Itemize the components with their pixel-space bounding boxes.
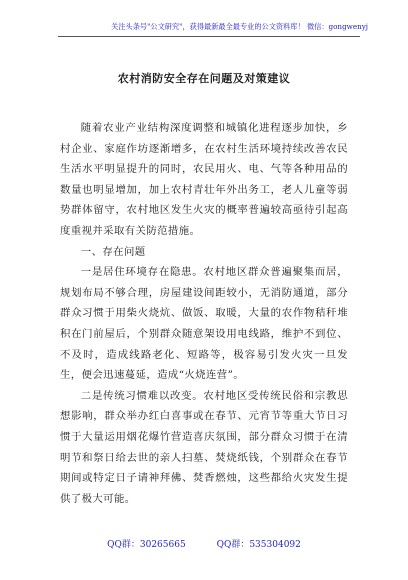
paragraph-intro: 随着农业产业结构深度调整和城镇化进程逐步加快，乡村企业、家庭作坊逐渐增多，在农村生活环境持续改善农民生活水平明显提升的同时，农民用火、电、气等各种用品的数量也明显增加，加上农村青壮年外出务工，老人儿童等弱势群体留守，农村地区发生火灾的概率普遍较高亟待引起高度重视并采取有关防范措施。 [60, 122, 348, 237]
document-title: 农村消防安全存在问题及对策建议 [117, 72, 291, 85]
header-note: 关注头条号"公文研究"，获得最新最全最专业的公文资料库！ 微信：gongwenyj [111, 22, 368, 31]
section-heading: 一、存在问题 [80, 245, 146, 258]
document-body [60, 118, 348, 509]
footer-qq-group-2: QQ群：535304092 [216, 540, 301, 550]
paragraph-traditional-habits: 二是传统习惯难以改变。农村地区受传统民俗和宗教思想影响，群众举办红白喜事或在春节、元宵节等重大节日习惯于大量运用烟花爆竹营造喜庆氛围，部分群众习惯于在清明节和祭日给去世的亲人扫墓、焚烧纸钱，个别群众在春节期间或特定日子请神拜佛、焚香燃烛，这些都给火灾发生提供了极大可能。 [60, 389, 348, 505]
header-rule [58, 36, 360, 37]
footer-contacts [0, 537, 408, 550]
footer-qq-group-1: QQ群：30265665 [107, 540, 186, 550]
paragraph-living-environment: 一是居住环境存在隐患。农村地区群众普遍聚集而居，规划布局不够合理，房屋建设间距较小，无消防通道，部分群众习惯于用柴火烧炕、做饭、取暖，大量的农作物秸秆堆积在门前屋后，个别群众随意架设用电线路，维护不到位、不及时，造成线路老化、短路等，极容易引发火灾一旦发生，便会迅速蔓延，造成“火烧连营”。 [60, 266, 348, 382]
